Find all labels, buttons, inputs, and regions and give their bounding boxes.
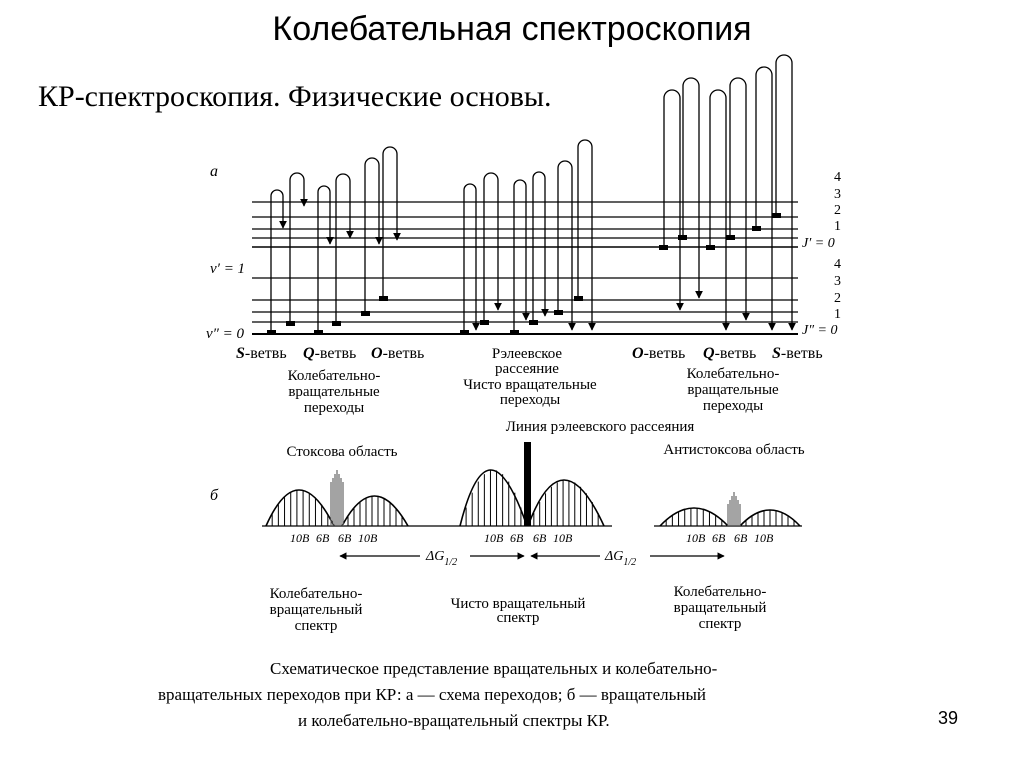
- lower-vibrational-state-label: v″ = 0: [206, 326, 245, 342]
- left-caption-line: переходы: [303, 400, 365, 416]
- branch-suffix: -ветвь: [643, 345, 686, 362]
- lower-j-level-labels: [834, 257, 841, 322]
- svg-text:Q-ветвь: [303, 345, 356, 362]
- delta-g-label-right: [604, 549, 636, 568]
- upper-j-level: 4: [834, 170, 841, 185]
- left-spectrum-caption: [270, 586, 363, 634]
- branch-suffix: -ветвь: [314, 345, 357, 362]
- upper-j0-label: J′ = 0: [802, 236, 835, 251]
- right-caption-line: Колебательно-: [686, 366, 780, 382]
- right-group-branch-labels: [632, 345, 823, 362]
- spectrum-envelope: [460, 470, 527, 526]
- rotational-caption-line: Чисто вращательные: [463, 377, 597, 393]
- tick-label: 6B: [338, 531, 352, 545]
- tick-label: 6B: [533, 531, 547, 545]
- center-spectrum-caption: [451, 596, 586, 626]
- right-spectrum-caption: [674, 584, 767, 632]
- q-branch-letter: Q: [303, 345, 315, 362]
- svg-text:Q-ветвь: [703, 345, 756, 362]
- left-group-caption: [288, 368, 381, 416]
- tick-label: 10B: [553, 531, 573, 545]
- s-branch-letter: S: [772, 345, 781, 362]
- spectrum-envelope: [660, 508, 728, 526]
- upper-j-level: 3: [834, 187, 841, 202]
- rayleigh-line-label: Линия рэлеевского рассеяния: [505, 419, 695, 435]
- spectrum-envelope: [266, 490, 334, 526]
- svg-text:S-ветвь: [236, 345, 287, 362]
- left-group-branch-labels: [236, 345, 424, 362]
- lower-j-level: 1: [834, 307, 841, 322]
- tick-label: 6B: [734, 531, 748, 545]
- center-group-caption: [463, 346, 597, 408]
- delta-g-symbol: ΔG: [605, 549, 624, 564]
- antistokes-region-label: Антистоксова область: [663, 442, 805, 458]
- tick-label: 10B: [358, 531, 378, 545]
- tick-label: 10B: [686, 531, 706, 545]
- left-spectrum-caption-line: Колебательно-: [269, 586, 363, 602]
- rayleigh-caption-line: рассеяние: [495, 361, 559, 377]
- figure-caption-line: Схематическое представление вращательных и колебательно-: [270, 659, 718, 678]
- upper-vibrational-state-label: v′ = 1: [210, 261, 246, 277]
- left-group-transitions: [271, 147, 397, 332]
- left-spectrum-caption-line: спектр: [294, 618, 338, 634]
- right-spectrum-caption-line: спектр: [698, 616, 742, 632]
- center-spectrum-caption-line: спектр: [496, 610, 540, 626]
- antistokes-tick-labels: [686, 531, 774, 545]
- upper-level-lines: [252, 202, 798, 247]
- figure-caption-line: и колебательно-вращательный спектры КР.: [298, 711, 610, 730]
- figure-caption: [158, 659, 718, 730]
- right-spectrum-caption-line: Колебательно-: [673, 584, 767, 600]
- lower-j0-label: J″ = 0: [802, 323, 838, 338]
- panel-b-label: б: [210, 487, 219, 504]
- rayleigh-caption-line: Рэлеевское: [491, 346, 563, 362]
- left-caption-line: Колебательно-: [287, 368, 381, 384]
- upper-j-level-labels: [834, 170, 841, 234]
- right-caption-line: переходы: [702, 398, 764, 414]
- figure-caption-line: вращательных переходов при КР: а — схема переходов; б — вращательный: [158, 685, 706, 704]
- upper-j-level: 1: [834, 219, 841, 234]
- center-group-transitions: [464, 140, 592, 332]
- lower-j-level: 4: [834, 257, 841, 272]
- svg-text:O-ветвь: [371, 345, 424, 362]
- center-spectrum-caption-line: Чисто вращательный: [450, 596, 586, 612]
- left-caption-line: вращательные: [288, 384, 380, 400]
- rayleigh-line: [524, 442, 531, 526]
- svg-text:O-ветвь: [632, 345, 685, 362]
- stokes-region-label: Стоксова область: [286, 444, 398, 460]
- tick-label: 10B: [754, 531, 774, 545]
- branch-suffix: -ветвь: [780, 345, 823, 362]
- tick-label: 6B: [510, 531, 524, 545]
- branch-suffix: -ветвь: [382, 345, 425, 362]
- rotational-tick-labels: [484, 531, 573, 545]
- right-spectrum-caption-line: вращательный: [673, 600, 767, 616]
- tick-label: 10B: [484, 531, 504, 545]
- right-group-caption: [687, 366, 780, 414]
- delta-g-label-left: [425, 549, 457, 568]
- stokes-tick-labels: [290, 531, 378, 545]
- lower-j-level: 2: [834, 291, 841, 306]
- branch-suffix: -ветвь: [714, 345, 757, 362]
- right-caption-line: вращательные: [687, 382, 779, 398]
- slide-number: 39: [938, 708, 959, 728]
- slide-subtitle: КР-спектроскопия. Физические основы.: [38, 80, 552, 113]
- left-spectrum-caption-line: вращательный: [269, 602, 363, 618]
- tick-label: 10B: [290, 531, 310, 545]
- o-branch-letter: O: [371, 345, 383, 362]
- tick-label: 6B: [316, 531, 330, 545]
- delta-g-subscript: 1/2: [444, 557, 458, 568]
- panel-a-label: а: [210, 163, 218, 180]
- rotational-caption-line: переходы: [499, 392, 561, 408]
- spectra-marks: [266, 470, 800, 526]
- o-branch-letter: O: [632, 345, 644, 362]
- svg-text:S-ветвь: [772, 345, 823, 362]
- lower-j-level: 3: [834, 274, 841, 289]
- spectrum-envelope: [342, 496, 408, 526]
- q-branch-letter: Q: [703, 345, 715, 362]
- branch-suffix: -ветвь: [244, 345, 287, 362]
- slide-title: Колебательная спектроскопия: [272, 10, 752, 48]
- right-group-transitions: [664, 55, 792, 330]
- delta-g-symbol: ΔG: [426, 549, 445, 564]
- s-branch-letter: S: [236, 345, 245, 362]
- delta-g-subscript: 1/2: [623, 557, 637, 568]
- tick-label: 6B: [712, 531, 726, 545]
- upper-j-level: 2: [834, 203, 841, 218]
- level-markers: [267, 213, 781, 335]
